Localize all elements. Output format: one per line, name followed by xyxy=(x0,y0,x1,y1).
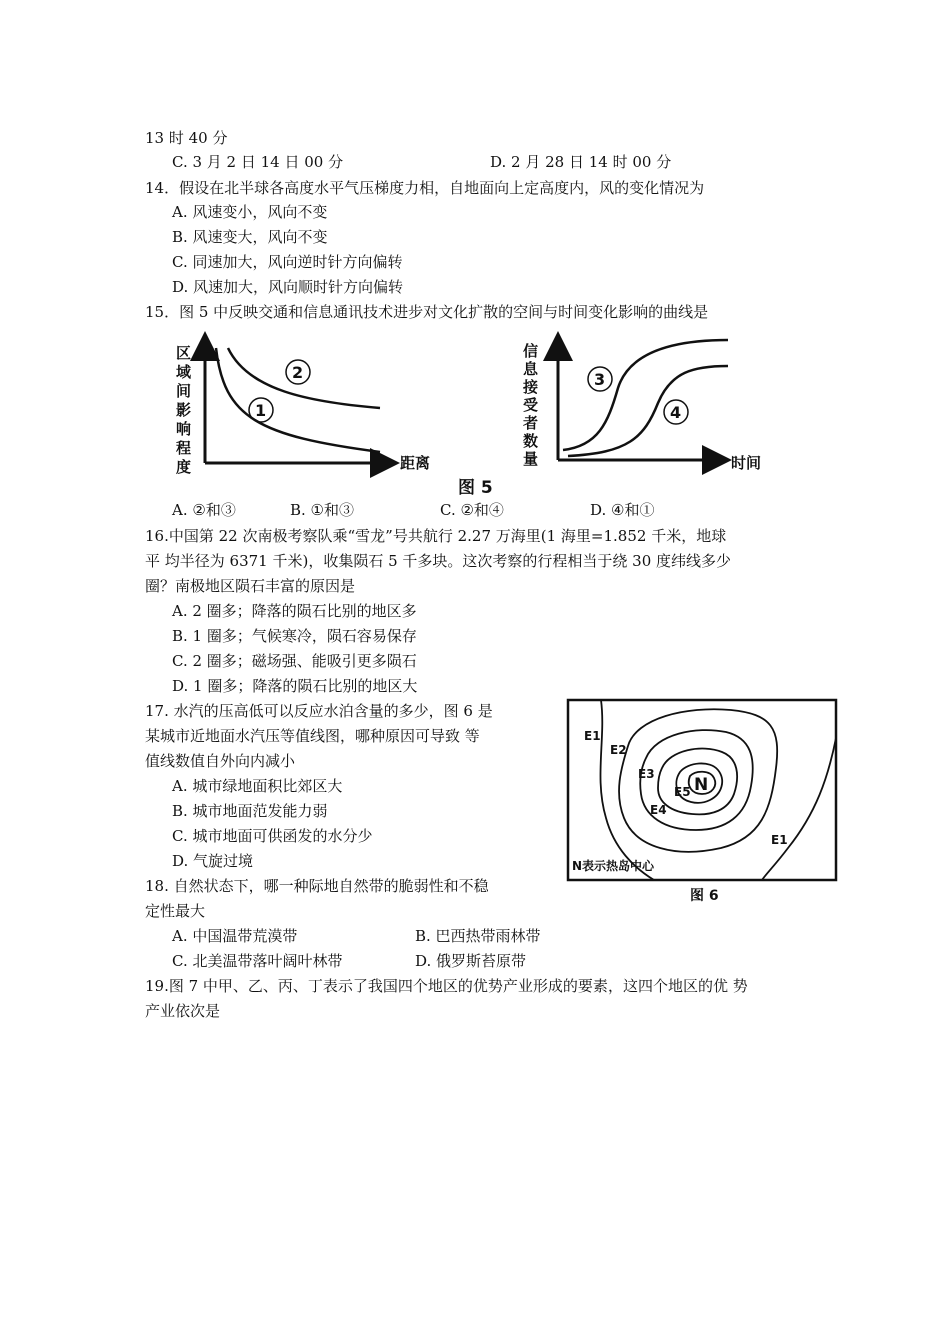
right-x-label: 时间 xyxy=(731,454,762,472)
option-b: B. 1 圈多；气候寒冷，陨石容易保存 xyxy=(172,627,417,645)
option-d: D. 俄罗斯苔原带 xyxy=(415,952,527,970)
isoline-e1-right xyxy=(762,738,836,880)
figure-6-caption: 图 6 xyxy=(690,888,719,904)
curve-2-marker: 2 xyxy=(292,363,304,382)
axis-char: 区 xyxy=(176,344,192,362)
option-b: B. ①和③ xyxy=(290,501,355,519)
option-a: A. 风速变小，风向不变 xyxy=(172,203,328,221)
option-b: B. 风速变大，风向不变 xyxy=(172,228,328,246)
question-14: 14．假设在北半球各高度水平气压梯度力相，自地面向上定高度内，风的变化情况为 xyxy=(145,179,705,197)
curve-1-marker: 1 xyxy=(255,401,267,420)
option-a: A. 中国温带荒漠带 xyxy=(172,927,298,945)
axis-char: 信 xyxy=(523,342,539,360)
option-d: D. 2 月 28 日 14 时 00 分 xyxy=(490,153,672,171)
question-17: 17. 水汽的压高低可以反应水泊含量的多少，图 6 是 xyxy=(145,702,493,720)
figure-6 xyxy=(566,698,838,908)
label-e3: E3 xyxy=(638,767,655,781)
heat-island-center: N xyxy=(694,775,709,795)
axis-char: 接 xyxy=(523,378,539,396)
axis-char: 间 xyxy=(176,382,192,400)
axis-char: 响 xyxy=(176,420,192,438)
question-18: 18. 自然状态下，哪一种际地自然带的脆弱性和不稳 xyxy=(145,877,489,895)
option-d: D. 风速加大，风向顺时针方向偏转 xyxy=(172,278,404,296)
left-y-label xyxy=(176,344,192,476)
label-e1-right: E1 xyxy=(771,833,788,847)
option-d: D. 1 圈多；降落的陨石比别的地区大 xyxy=(172,677,418,695)
curve-3 xyxy=(563,340,728,450)
label-e5: E5 xyxy=(674,785,691,799)
question-19-cont: 产业依次是 xyxy=(145,1002,221,1020)
option-a: A. 城市绿地面积比郊区大 xyxy=(172,777,343,795)
question-16: 16.中国第 22 次南极考察队乘“雪龙”号共航行 2.27 万海里(1 海里=1.852 千米，地球 xyxy=(145,527,727,545)
question-16-cont: 圈？南极地区陨石丰富的原因是 xyxy=(145,577,356,595)
question-17-cont: 值线数值自外向内减小 xyxy=(145,752,296,770)
left-x-label: 距离 xyxy=(400,454,431,472)
axis-char: 息 xyxy=(523,360,539,378)
isoline-e1-left xyxy=(600,700,654,880)
axis-char: 程 xyxy=(176,439,192,457)
text-line: 13 时 40 分 xyxy=(145,129,228,147)
axis-char: 数 xyxy=(523,432,539,450)
option-c: C. 2 圈多；磁场强、能吸引更多陨石 xyxy=(172,652,417,670)
label-e1: E1 xyxy=(584,729,601,743)
question-18-cont: 定性最大 xyxy=(145,902,206,920)
option-a: A. ②和③ xyxy=(172,501,236,519)
right-y-label xyxy=(522,342,539,468)
curve-3-marker: 3 xyxy=(594,370,606,389)
option-d: D. ④和① xyxy=(590,501,655,519)
axis-char: 影 xyxy=(176,401,192,419)
option-c: C. 同速加大，风向逆时针方向偏转 xyxy=(172,253,403,271)
curve-4-marker: 4 xyxy=(670,403,682,422)
axis-char: 域 xyxy=(176,363,192,381)
option-b: B. 城市地面范发能力弱 xyxy=(172,802,328,820)
option-c: C. 城市地面可供函发的水分少 xyxy=(172,827,373,845)
figure-5 xyxy=(168,328,778,498)
axis-char: 受 xyxy=(523,396,539,414)
option-a: A. 2 圈多；降落的陨石比别的地区多 xyxy=(172,602,417,620)
axis-char: 度 xyxy=(176,458,192,476)
question-16-cont: 平 均半径为 6371 千米)，收集陨石 5 千多块。这次考察的行程相当于绕 30 度纬线多少 xyxy=(145,552,732,570)
axis-char: 量 xyxy=(523,450,539,468)
option-b: B. 巴西热带雨林带 xyxy=(415,927,541,945)
axis-char: 者 xyxy=(523,414,539,432)
question-19: 19.图 7 中甲、乙、丙、丁表示了我国四个地区的优势产业形成的要素，这四个地区的优 势 xyxy=(145,977,748,995)
curve-4 xyxy=(568,366,728,456)
option-c: C. ②和④ xyxy=(440,501,504,519)
label-e2: E2 xyxy=(610,743,627,757)
figure-5-caption: 图 5 xyxy=(458,478,493,498)
legend-note: N表示热岛中心 xyxy=(572,859,655,873)
option-c: C. 北美温带落叶阔叶林带 xyxy=(172,952,343,970)
option-d: D. 气旋过境 xyxy=(172,852,254,870)
label-e4: E4 xyxy=(650,803,667,817)
option-c: C. 3 月 2 日 14 日 00 分 xyxy=(172,153,344,171)
curve-2 xyxy=(228,348,380,408)
question-15: 15．图 5 中反映交通和信息通讯技术进步对文化扩散的空间与时间变化影响的曲线是 xyxy=(145,303,709,321)
question-17-cont: 某城市近地面水汽压等值线图，哪种原因可导致 等 xyxy=(145,727,480,745)
